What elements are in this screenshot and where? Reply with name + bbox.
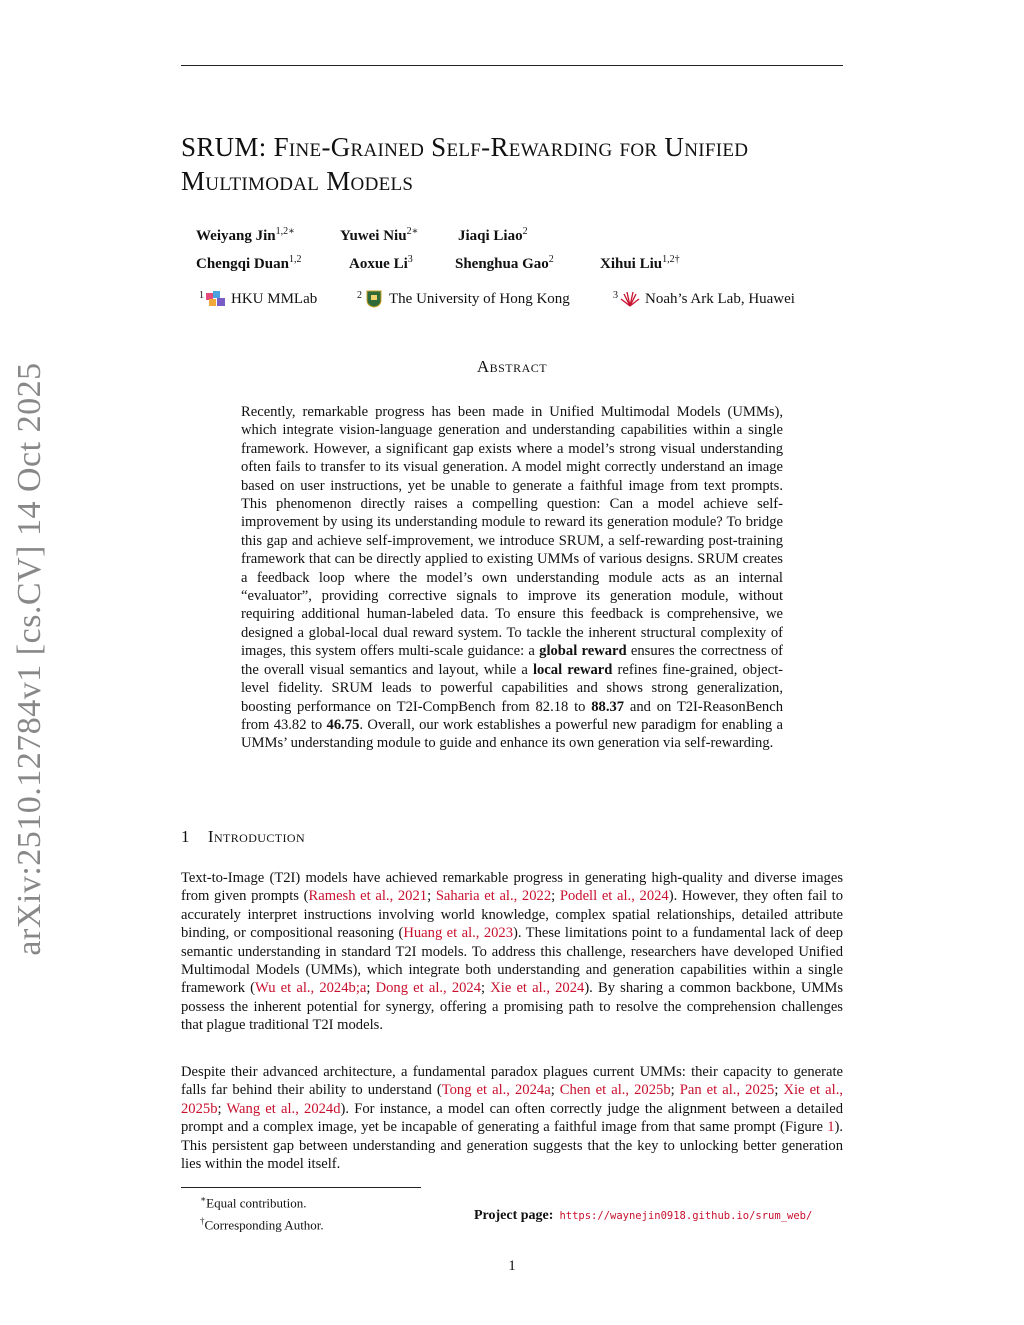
paper-title: SRUM: Fine-Grained Self-Rewarding for Unified Multimodal Models — [181, 132, 749, 196]
citation-link[interactable]: Pan et al., 2025 — [679, 1082, 775, 1099]
arxiv-sidebar-stamp — [0, 0, 60, 1325]
author-list — [196, 226, 836, 282]
author: Shenghua Gao$^2$ — [455, 254, 554, 272]
author: Weiyang Jin$^{1,2∗}$ — [196, 226, 295, 244]
citation-link[interactable]: Ramesh et al., 2021 — [308, 888, 428, 905]
citation-link[interactable]: Tong et al., 2024a — [441, 1082, 551, 1099]
abstract-heading: Abstract — [476, 357, 548, 376]
author-row-2 — [196, 254, 836, 282]
footnote: ∗Equal contribution. — [200, 1194, 307, 1211]
author: Jiaqi Liao$^2$ — [458, 226, 528, 244]
citation-link[interactable]: Podell et al., 2024 — [559, 888, 669, 905]
citation-link[interactable]: Chen et al., 2025b — [559, 1082, 671, 1099]
arxiv-id: arXiv:2510.12784v1 [cs.CV] 14 Oct 2025 — [11, 362, 48, 956]
affiliation: 1 HKU MMLab — [199, 290, 318, 307]
hku-crest-logo-icon — [363, 290, 385, 308]
footnote-rule — [181, 1187, 421, 1188]
citation-link[interactable]: Xie et al., 2024 — [490, 980, 585, 997]
footnote: †Corresponding Author. — [200, 1216, 324, 1233]
footnotes — [200, 1190, 324, 1235]
author: Chengqi Duan$^{1,2}$ — [196, 254, 302, 272]
intro-paragraph-2: Despite their advanced architecture, a fundamental paradox plagues current UMMs: their capacity to generate falls far behind their ability to understand (Tong et al., 2024a; Chen et al., 2025b; Pan et al., 2025; Xie et al., 2025b; Wang et al., 2024d). For instance, a model can often correctly judge the alignment between a detailed prompt and a complex image, yet be incapable of generating a faithful image from that same prompt (Figure 1). This persistent gap between understanding and generation suggests that the key to unlocking better generation lies within the model itself. — [181, 1064, 843, 1173]
citation-link[interactable]: Wang et al., 2024d — [226, 1100, 341, 1117]
project-page-link[interactable]: https://waynejin0918.github.io/srum_web/ — [559, 1210, 813, 1222]
affiliation: 3 Noah’s Ark Lab, Huawei — [613, 290, 795, 307]
citation-link[interactable]: Xie et al., 2025b — [181, 1082, 843, 1117]
citation-link[interactable]: Huang et al., 2023 — [403, 925, 514, 942]
citation-link[interactable]: Dong et al., 2024 — [375, 980, 482, 997]
top-rule — [181, 65, 843, 66]
huawei-logo-icon — [619, 290, 641, 308]
page-number: 1 — [508, 1258, 516, 1274]
intro-paragraph-1: Text-to-Image (T2I) models have achieved remarkable progress in generating high-quality and diverse images from given prompts (Ramesh et al., 2021; Saharia et al., 2022; Podell et al., 2024). However, they often fail to accurately interpret instructions involving world knowledge, complex spatial relationships, detailed attribute binding, or compositional reasoning (Huang et al., 2023). These limitations point to a fundamental lack of deep semantic understanding in standard T2I models. To address this challenge, researchers have developed Unified Multimodal Models (UMMs), which integrate both understanding and generation capabilities within a single framework (Wu et al., 2024b;a; Dong et al., 2024; Xie et al., 2024). By sharing a common backbone, UMMs possess the inherent potential for synergy, offering a promising path to resolve the comprehension challenges that plague traditional T2I models. — [181, 870, 844, 1034]
figure-reference-link[interactable]: 1 — [827, 1119, 835, 1136]
citation-link[interactable]: Wu et al., 2024b;a — [255, 980, 367, 997]
affiliation: 2 The University of Hong Kong — [357, 290, 570, 307]
project-page — [474, 1208, 812, 1224]
citation-link[interactable]: Saharia et al., 2022 — [435, 888, 552, 905]
author: Yuwei Niu$^{2∗}$ — [340, 226, 419, 244]
project-page-label: Project page: — [474, 1208, 554, 1223]
affiliations — [199, 290, 839, 312]
author: Xihui Liu$^{1,2\dagger}$ — [600, 254, 680, 272]
hku-mmlab-logo-icon — [205, 290, 227, 308]
author-row-1 — [196, 226, 836, 254]
author: Aoxue Li$^3$ — [349, 254, 413, 272]
section-heading-introduction: 1 Introduction — [181, 827, 306, 846]
abstract-body: Recently, remarkable progress has been made in Unified Multimodal Models (UMMs), which integrate vision-language generation and understanding capabilities within a single framework. However, a significant gap exists where a model’s strong visual understanding often fails to transfer to its visual generation. A model might correctly understand an image based on user instructions, yet be unable to generate a faithful image from text prompts. This phenomenon directly raises a compelling question: Can a model achieve self-improvement by using its understanding module to reward its generation module? To bridge this gap and achieve self-improvement, we introduce SRUM, a self-rewarding post-training framework that can be directly applied to existing UMMs of various designs. SRUM creates a feedback loop where the model’s own understanding module acts as an internal “evaluator”, providing corrective signals to improve its generation module, without requiring additional human-labeled data. To ensure this feedback is comprehensive, we designed a global-local dual reward system. To tackle the inherent structural complexity of images, this system offers multi-scale guidance: a global reward ensures the correctness of the overall visual semantics and layout, while a local reward refines fine-grained, object-level fidelity. SRUM leads to powerful capabilities and shows strong generalization, boosting performance on T2I-CompBench from 82.18 to 88.37 and on T2I-ReasonBench from 43.82 to 46.75. Overall, our work establishes a powerful new paradigm for enabling a UMMs’ understanding module to guide and enhance its own generation via self-rewarding. — [241, 404, 783, 752]
